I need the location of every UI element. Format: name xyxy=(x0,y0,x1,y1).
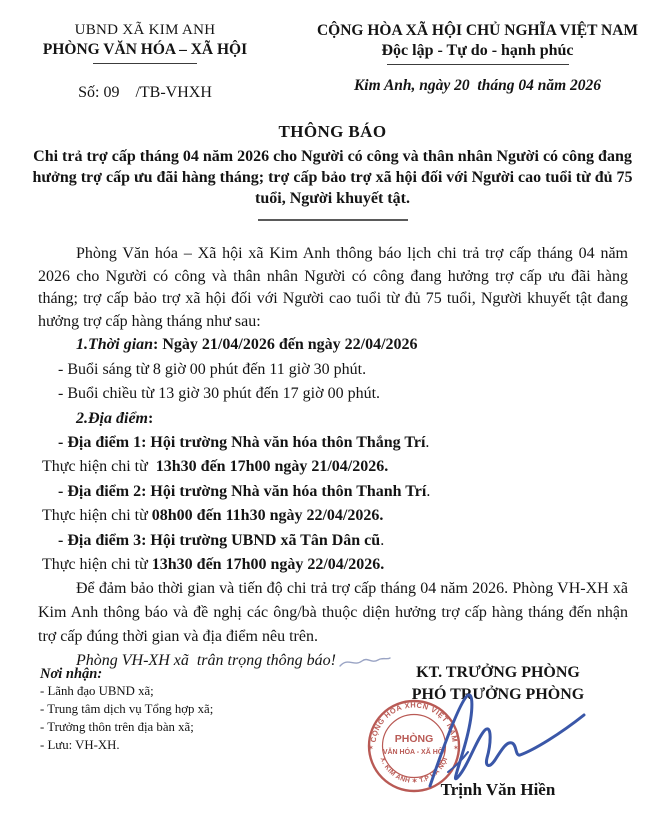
signer-name: Trịnh Văn Hiền xyxy=(440,780,556,799)
location-heading-line xyxy=(38,407,628,431)
dept-name: PHÒNG VĂN HÓA – XÃ HỘI xyxy=(42,41,248,58)
title-divider xyxy=(258,219,408,221)
signer-title-2: PHÓ TRƯỞNG PHÒNG xyxy=(411,686,585,703)
location-2-time-prefix: Thực hiện chi từ xyxy=(42,507,152,525)
location-3-name xyxy=(38,529,628,553)
recipients-block xyxy=(40,666,300,755)
location-3-time-prefix: Thực hiện chi từ xyxy=(42,556,152,574)
location-2-name-text: - Địa điểm 2: Hội trường Nhà văn hóa thôn Thanh Trí xyxy=(58,482,427,500)
location-3-time-value: 13h30 đến 17h00 ngày 22/04/2026. xyxy=(151,556,385,574)
recipient-item: - Trưởng thôn trên địa bàn xã; xyxy=(40,719,194,734)
signoff-text: Phòng VH-XH xã trân trọng thông báo! xyxy=(76,652,336,670)
stamp-star-left: ✶ xyxy=(368,744,374,752)
morning-line: - Buổi sáng từ 8 giờ 00 phút đến 11 giờ 30 phút. xyxy=(58,360,367,378)
location-2-name-period: . xyxy=(426,482,431,500)
stamp-top-arc-text: CỘNG HÒA XHCN VIỆT NAM xyxy=(368,700,460,743)
title-block xyxy=(0,122,665,221)
location-3-name-period: . xyxy=(380,531,385,549)
document-body xyxy=(38,243,628,673)
national-motto: Độc lập - Tự do - hạnh phúc xyxy=(381,42,574,59)
time-heading-value: : Ngày 21/04/2026 đến ngày 22/04/2026 xyxy=(153,336,418,354)
time-heading-line xyxy=(38,333,628,357)
closing-paragraph: Để đảm bảo thời gian và tiến độ chi trả trợ cấp tháng 04 năm 2026. Phòng VH-XH xã Kim Anh thông báo và đề nghị các ông/bà thuộc diện hưởng trợ cấp hàng tháng đến nhận trợ cấp đúng thời gian và địa điểm nêu trên. xyxy=(38,580,628,646)
stamp-center-line1: PHÒNG xyxy=(394,733,434,745)
location-heading-colon: : xyxy=(148,409,154,427)
location-1-name-text: - Địa điểm 1: Hội trường Nhà văn hóa thôn Thắng Trí xyxy=(58,434,426,451)
intro-paragraph: Phòng Văn hóa – Xã hội xã Kim Anh thông báo lịch chi trả trợ cấp tháng 04 năm 2026 cho Người có công và thân nhân Người có công đang hưởng trợ cấp ưu đãi hàng tháng; trợ cấp bảo trợ xã hội đối với Người cao tuổi từ đủ 75 tuổi, Người khuyết tật đang hưởng trợ cấp hàng tháng như sau: xyxy=(38,245,628,330)
signer-title-1: KT. TRƯỞNG PHÒNG xyxy=(416,664,580,681)
motto-underline xyxy=(387,64,569,65)
location-3-time xyxy=(38,553,628,577)
location-1-time-value: 13h30 đến 17h00 ngày 21/04/2026. xyxy=(155,458,389,476)
time-heading-label: 1.Thời gian xyxy=(76,336,154,354)
afternoon-line: - Buổi chiều từ 13 giờ 30 phút đến 17 giờ 00 phút. xyxy=(58,385,381,403)
location-heading-label: 2.Địa điểm xyxy=(76,409,148,427)
stamp-bottom-arc-text: X. KIM ANH ✶ T.P HÀ NỘI xyxy=(378,756,450,786)
stamp-center-line2: VĂN HÓA - XÃ HỘI xyxy=(382,749,446,756)
recipient-item: - Lãnh đạo UBND xã; xyxy=(40,684,154,698)
location-2-time-value: 08h00 đến 11h30 ngày 22/04/2026. xyxy=(151,507,384,525)
header-issuing-org xyxy=(0,22,290,102)
document-title: THÔNG BÁO xyxy=(278,122,387,141)
recipient-item: - Lưu: VH-XH. xyxy=(40,737,120,752)
location-3-name-text: - Địa điểm 3: Hội trường UBND xã Tân Dân cũ xyxy=(58,531,381,549)
issue-date: Kim Anh, ngày 20 tháng 04 năm 2026 xyxy=(353,77,602,94)
handwritten-signature xyxy=(418,686,590,792)
stamp-star-right: ✶ xyxy=(453,744,459,752)
location-1-time xyxy=(38,455,628,479)
national-title: CỘNG HÒA XÃ HỘI CHỦ NGHĨA VIỆT NAM xyxy=(316,22,639,39)
signature-block xyxy=(362,662,634,799)
header-national xyxy=(290,22,665,102)
document-header xyxy=(0,22,665,102)
dept-underline xyxy=(93,63,197,64)
org-name: UBND XÃ KIM ANH xyxy=(74,22,216,38)
location-1-name-period: . xyxy=(425,434,430,451)
recipients-label: Nơi nhận: xyxy=(40,666,103,682)
location-2-name xyxy=(38,480,628,504)
location-2-time xyxy=(38,504,628,528)
recipient-item: - Trung tâm dịch vụ Tổng hợp xã; xyxy=(40,701,214,716)
document-subtitle: Chi trả trợ cấp tháng 04 năm 2026 cho Người có công và thân nhân Người có công đang hưởng trợ cấp ưu đãi hàng tháng; trợ cấp bảo trợ xã hội đối với Người cao tuổi từ đủ 75 tuổi, Người khuyết tật. xyxy=(32,148,633,208)
location-1-time-prefix: Thực hiện chi từ xyxy=(42,458,156,476)
document-number: Số: 09 /TB-VHXH xyxy=(78,84,212,101)
location-1-name xyxy=(38,431,628,455)
